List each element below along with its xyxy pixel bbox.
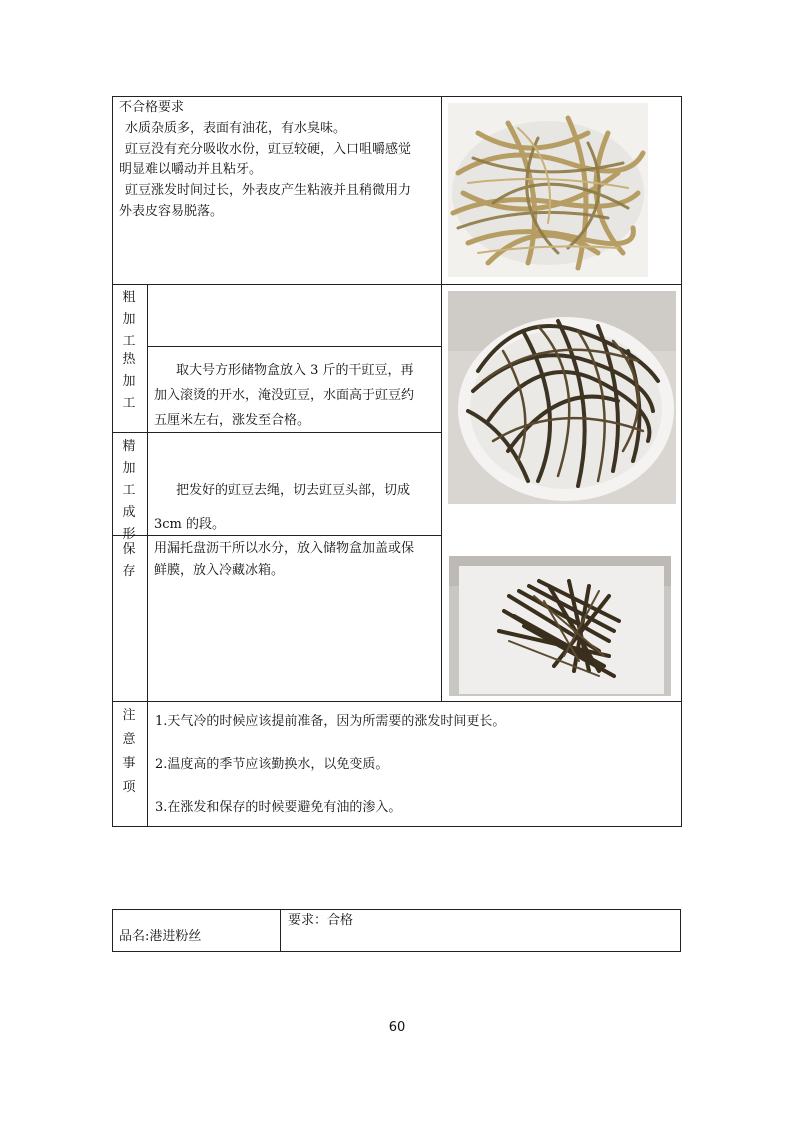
notes-item: 3.在涨发和保存的时候要避免有油的渗入。: [155, 800, 402, 815]
step-line: 鲜膜，放入冷藏冰箱。: [154, 563, 285, 578]
product-name: 品名:港进粉丝: [119, 929, 202, 944]
step-text-hot: [154, 358, 438, 433]
step-label-rough: 粗 加 工: [122, 290, 136, 349]
page-number: 60: [388, 1020, 406, 1035]
step-line: 用漏托盘沥干所以水分，放入储物盒加盖或保: [154, 541, 415, 556]
unqualified-line: 外表皮容易脱落。: [119, 203, 224, 219]
notes-label: 注 意 事 项: [122, 708, 136, 795]
unqualified-line: 豇豆涨发时间过长，外表皮产生粘液并且稍微用力: [125, 183, 412, 199]
step-line: 取大号方形储物盒放入 3 斤的干豇豆，再: [176, 363, 414, 378]
step-line: 加入滚烫的开水，淹没豇豆，水面高于豇豆约: [154, 388, 415, 403]
step-label-store: 保 存: [122, 542, 136, 579]
step-text-fine: [154, 474, 438, 542]
step-text-store: [154, 538, 438, 582]
unqualified-line: 豇豆没有充分吸收水份，豇豆较硬，入口咀嚼感觉: [125, 141, 412, 157]
step-line: 3cm 的段。: [154, 517, 226, 532]
unqualified-line: 水质杂质多，表面有油花，有水臭味。: [125, 120, 347, 136]
notes-item: 2.温度高的季节应该勤换水，以免变质。: [155, 757, 389, 772]
photo-beans-in-bowl: [448, 291, 676, 504]
notes-item: 1.天气冷的时候应该提前准备，因为所需要的涨发时间更长。: [155, 714, 506, 729]
step-label-fine: 精 加 工 成 形: [122, 439, 136, 542]
unqualified-section: [119, 98, 439, 223]
step-line: 把发好的豇豆去绳，切去豇豆头部，切成: [176, 483, 411, 498]
photo-soaked-beans: [448, 103, 648, 277]
step-line: 五厘米左右，涨发至合格。: [154, 413, 311, 428]
product-requirement: 要求：合格: [288, 913, 354, 928]
step-label-hot: 热 加 工: [122, 352, 136, 411]
unqualified-line: 明显难以嚼动并且粘牙。: [119, 162, 263, 178]
unqualified-heading: 不合格要求: [119, 100, 185, 115]
photo-cut-beans: [449, 556, 671, 696]
